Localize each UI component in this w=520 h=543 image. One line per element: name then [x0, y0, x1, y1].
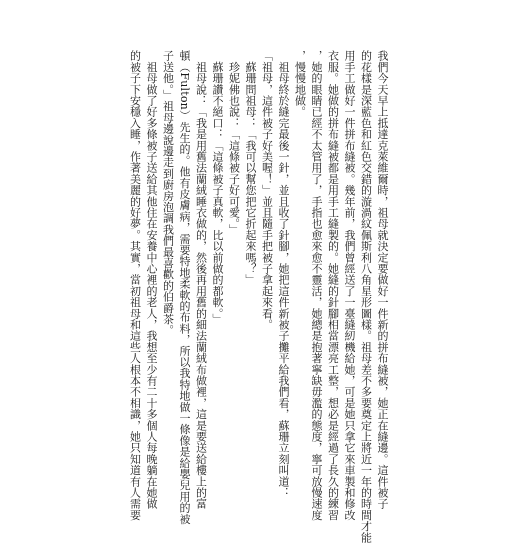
text-column: 蘇珊問祖母：「我可以幫您把它折起來嗎？」	[244, 50, 257, 286]
text-column: 用手工做好一件拼布縫被。幾年前，我們曾經送了一臺縫紉機給她，可是她只拿它來車製和修改	[343, 50, 356, 521]
text-column: 祖母說：「我是用舊法蘭絨睡衣做的，然後再用舊的細法蘭絨布做裡，這是要送給樓上的富	[194, 50, 208, 510]
text-column: 頓（Fulton）先生的。他有皮膚病，需要特地柔軟的布料，所以我特地做一條像是給嬰兒用的被	[178, 50, 191, 525]
text-column: 祖母做了好多條被子送給其他住在安養中心裡的老人，我想至少有二十多個人每晚躺在她做	[145, 50, 158, 510]
text-column: 衣服。她做的拼布縫被都是用手工縫製的。她縫的針腳相當漂亮工整，想必是經過了長久的練習	[326, 50, 340, 521]
text-column: 的花樣是深藍色和紅色交錯的漩渦紋佩斯利八角星形圖樣。祖母差不多要奠定上將近一年的時間才能	[359, 50, 373, 543]
text-column: 我們今天早上抵達克萊維爾時，祖母就決定要做好一件新的拼布縫被，她正在縫邊。這件被子	[376, 50, 389, 510]
text-column: 珍妮佛也說：「這條被子好可愛。」	[227, 50, 241, 235]
text-column: 蘇珊讚不絕口：「這條被子真軟，比以前做的都軟。」	[211, 50, 224, 325]
text-column: 子送他。」祖母邊說邊走到廚房泡調我們最喜歡的伯爵茶。	[161, 50, 175, 336]
text-column: ，慢慢地做。	[293, 50, 307, 118]
text-column: ，她的眼睛已經不太管用了，手指也愈來愈不靈活，她總是抱著寧缺毋濫的態度，寧可放慢速度	[310, 50, 323, 521]
text-column: 的被子下安穩入睡，作著美麗的好夢。其實，當初祖母和這些人根本不相識，她只知道有人需要	[128, 50, 142, 521]
text-column: 「祖母，這件被子好美喔！」並且隨手把被子拿起來看。	[260, 50, 274, 330]
text-column: 祖母終於縫完最後一針，並且收了針腳，她把這件新被子攤平給我們看，蘇珊立刻叫道：	[277, 50, 290, 498]
vertical-text-body	[128, 50, 390, 543]
